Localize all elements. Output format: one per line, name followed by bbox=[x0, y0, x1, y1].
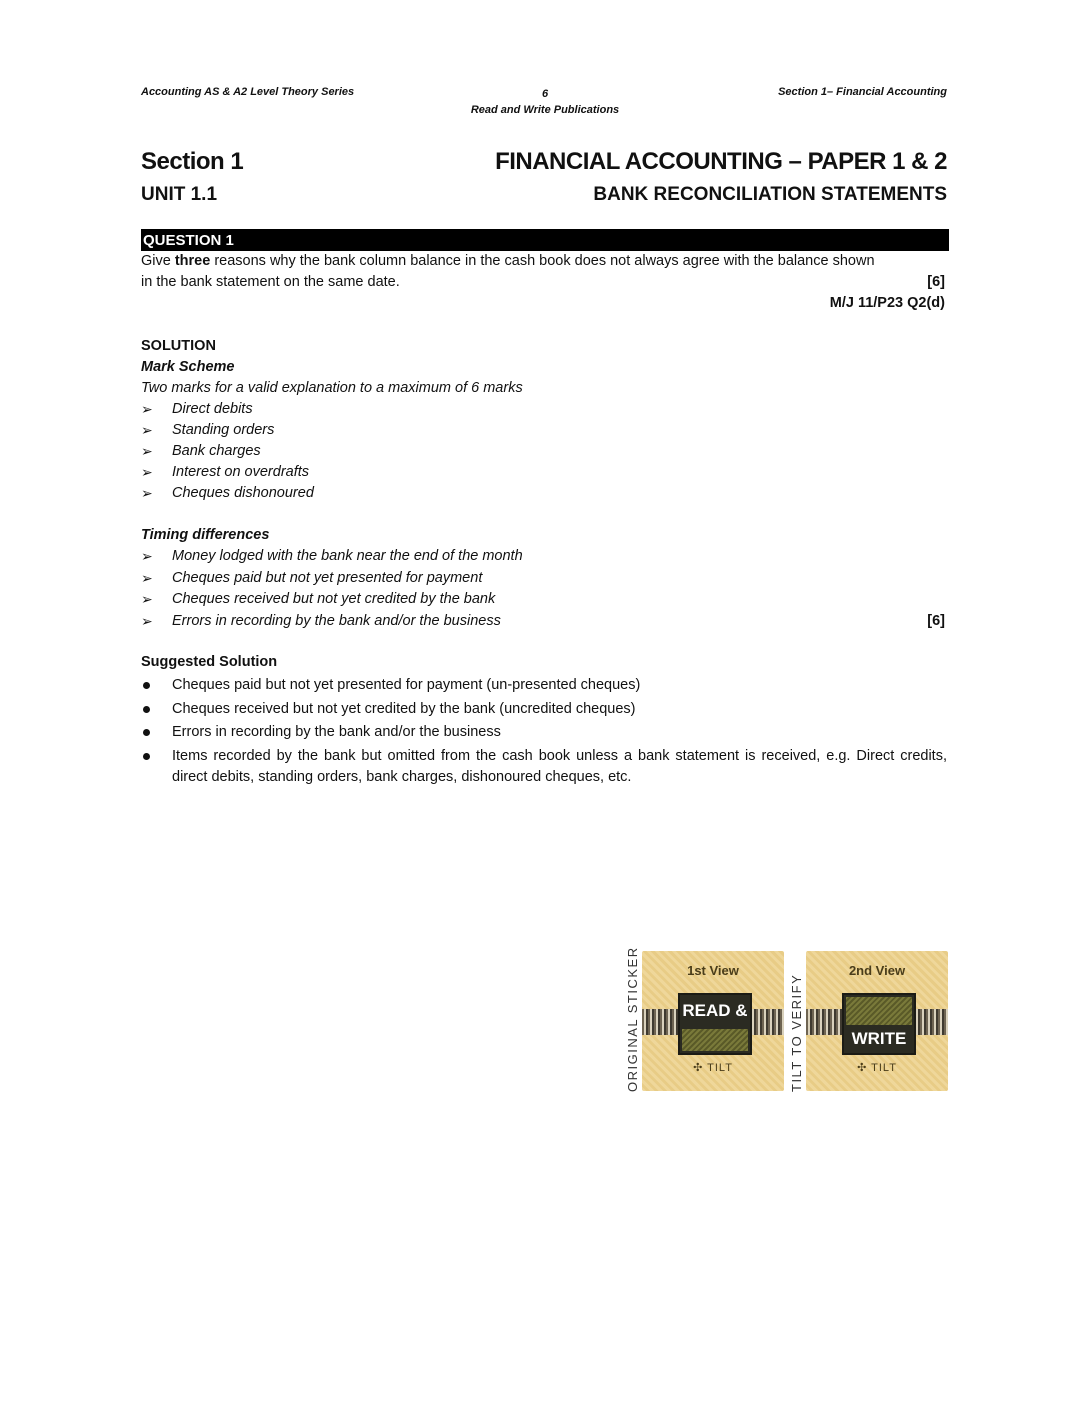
question-text-emphasis: three bbox=[174, 253, 211, 269]
arrow-bullet-icon: ➢ bbox=[141, 591, 153, 607]
sticker-first-view bbox=[642, 951, 784, 1091]
mark-scheme-list bbox=[141, 399, 949, 504]
sticker-tilt-label: ✣ TILT bbox=[857, 1062, 897, 1074]
list-item bbox=[141, 589, 949, 611]
section-label: Section 1 bbox=[141, 148, 244, 175]
timing-item-text: Cheques received but not yet credited by the bank bbox=[172, 591, 496, 607]
bullet-icon bbox=[143, 706, 150, 713]
question-text-start: Give bbox=[141, 253, 175, 269]
mark-scheme-heading: Mark Scheme bbox=[141, 359, 235, 375]
sticker-texture bbox=[846, 997, 912, 1025]
mark-scheme-intro: Two marks for a valid explanation to a maximum of 6 marks bbox=[141, 380, 523, 396]
header-publisher: Read and Write Publications bbox=[470, 104, 620, 116]
sticker-second-view bbox=[806, 951, 948, 1091]
suggested-item-text: Items recorded by the bank but omitted from the cash book unless a bank statement is received, e.g. Direct credits, direct debits, standing orders, bank charges, dishonoured cheques, etc. bbox=[172, 747, 947, 785]
bullet-icon bbox=[143, 753, 150, 760]
timing-item-text: Errors in recording by the bank and/or the business bbox=[172, 612, 501, 629]
question-text-line2-row bbox=[141, 272, 949, 293]
timing-item-text: Cheques paid but not yet presented for payment bbox=[172, 569, 483, 586]
timing-heading: Timing differences bbox=[141, 527, 270, 543]
suggested-item-text: Errors in recording by the bank and/or the business bbox=[172, 724, 501, 740]
title-block bbox=[141, 148, 949, 226]
list-item bbox=[141, 611, 949, 633]
suggested-solution-list bbox=[141, 675, 947, 788]
question-text-line1 bbox=[141, 251, 945, 272]
arrow-bullet-icon: ➢ bbox=[141, 401, 153, 417]
unit-title: BANK RECONCILIATION STATEMENTS bbox=[593, 184, 947, 205]
question-reference: M/J 11/P23 Q2(d) bbox=[829, 295, 945, 311]
sticker-texture bbox=[682, 1029, 748, 1051]
arrow-bullet-icon: ➢ bbox=[141, 569, 153, 586]
sticker-read-word: READ & bbox=[682, 1001, 748, 1020]
sticker-tilt-label: ✣ TILT bbox=[693, 1062, 733, 1074]
bullet-icon bbox=[143, 682, 150, 689]
list-item bbox=[141, 546, 949, 568]
question-text-line2: in the bank statement on the same date. bbox=[141, 274, 400, 290]
sticker-first-view-box bbox=[678, 993, 752, 1055]
question-reference-row bbox=[141, 293, 949, 314]
arrow-bullet-icon: ➢ bbox=[141, 548, 153, 564]
question-text-rest: reasons why the bank column balance in the cash book does not always agree with the balance shown bbox=[210, 253, 875, 269]
unit-label: UNIT 1.1 bbox=[141, 184, 218, 205]
list-item bbox=[141, 699, 947, 720]
list-item bbox=[141, 675, 947, 696]
header-series-title: Accounting AS & A2 Level Theory Series bbox=[141, 86, 355, 98]
mark-scheme-item-text: Standing orders bbox=[172, 422, 275, 438]
document-page bbox=[141, 84, 949, 790]
section-title: FINANCIAL ACCOUNTING – PAPER 1 & 2 bbox=[495, 148, 947, 175]
timing-item-text: Money lodged with the bank near the end of the month bbox=[172, 548, 523, 564]
sticker-first-view-label: 1st View bbox=[687, 963, 739, 978]
list-item bbox=[141, 441, 949, 462]
question-heading-bar: QUESTION 1 bbox=[141, 229, 949, 251]
list-item bbox=[141, 483, 949, 504]
authenticity-sticker bbox=[622, 948, 950, 1094]
arrow-bullet-icon: ➢ bbox=[141, 464, 153, 480]
list-item bbox=[141, 722, 947, 743]
bullet-icon bbox=[143, 729, 150, 736]
header-page-number: 6 bbox=[541, 88, 549, 100]
question-marks: [6] bbox=[927, 274, 945, 290]
arrow-bullet-icon: ➢ bbox=[141, 422, 153, 438]
mark-scheme-item-text: Interest on overdrafts bbox=[172, 464, 310, 480]
sticker-second-view-label: 2nd View bbox=[848, 963, 906, 978]
mark-scheme-item-text: Cheques dishonoured bbox=[172, 485, 314, 501]
suggested-item-text: Cheques paid but not yet presented for payment (un-presented cheques) bbox=[172, 677, 641, 693]
list-item bbox=[141, 462, 949, 483]
solution-heading: SOLUTION bbox=[141, 338, 216, 354]
sticker-left-caption: ORIGINAL STICKER bbox=[625, 946, 640, 1092]
header-section: Section 1– Financial Accounting bbox=[778, 86, 947, 98]
arrow-bullet-icon: ➢ bbox=[141, 443, 153, 459]
list-item bbox=[141, 568, 949, 590]
suggested-solution-heading: Suggested Solution bbox=[141, 654, 278, 670]
arrow-bullet-icon: ➢ bbox=[141, 485, 153, 501]
list-item bbox=[141, 420, 949, 441]
list-item bbox=[141, 746, 947, 788]
timing-list bbox=[141, 546, 949, 632]
mark-scheme-item-text: Direct debits bbox=[172, 401, 253, 417]
running-header bbox=[141, 84, 949, 118]
sticker-right-caption: TILT TO VERIFY bbox=[789, 973, 804, 1092]
list-item bbox=[141, 399, 949, 420]
sticker-second-view-box bbox=[842, 993, 916, 1055]
question-body bbox=[141, 251, 949, 788]
mark-scheme-item-text: Bank charges bbox=[172, 443, 261, 459]
sticker-write-word: WRITE bbox=[851, 1029, 907, 1048]
arrow-bullet-icon: ➢ bbox=[141, 612, 153, 629]
suggested-item-text: Cheques received but not yet credited by the bank (uncredited cheques) bbox=[172, 700, 636, 717]
timing-marks: [6] bbox=[927, 612, 945, 629]
